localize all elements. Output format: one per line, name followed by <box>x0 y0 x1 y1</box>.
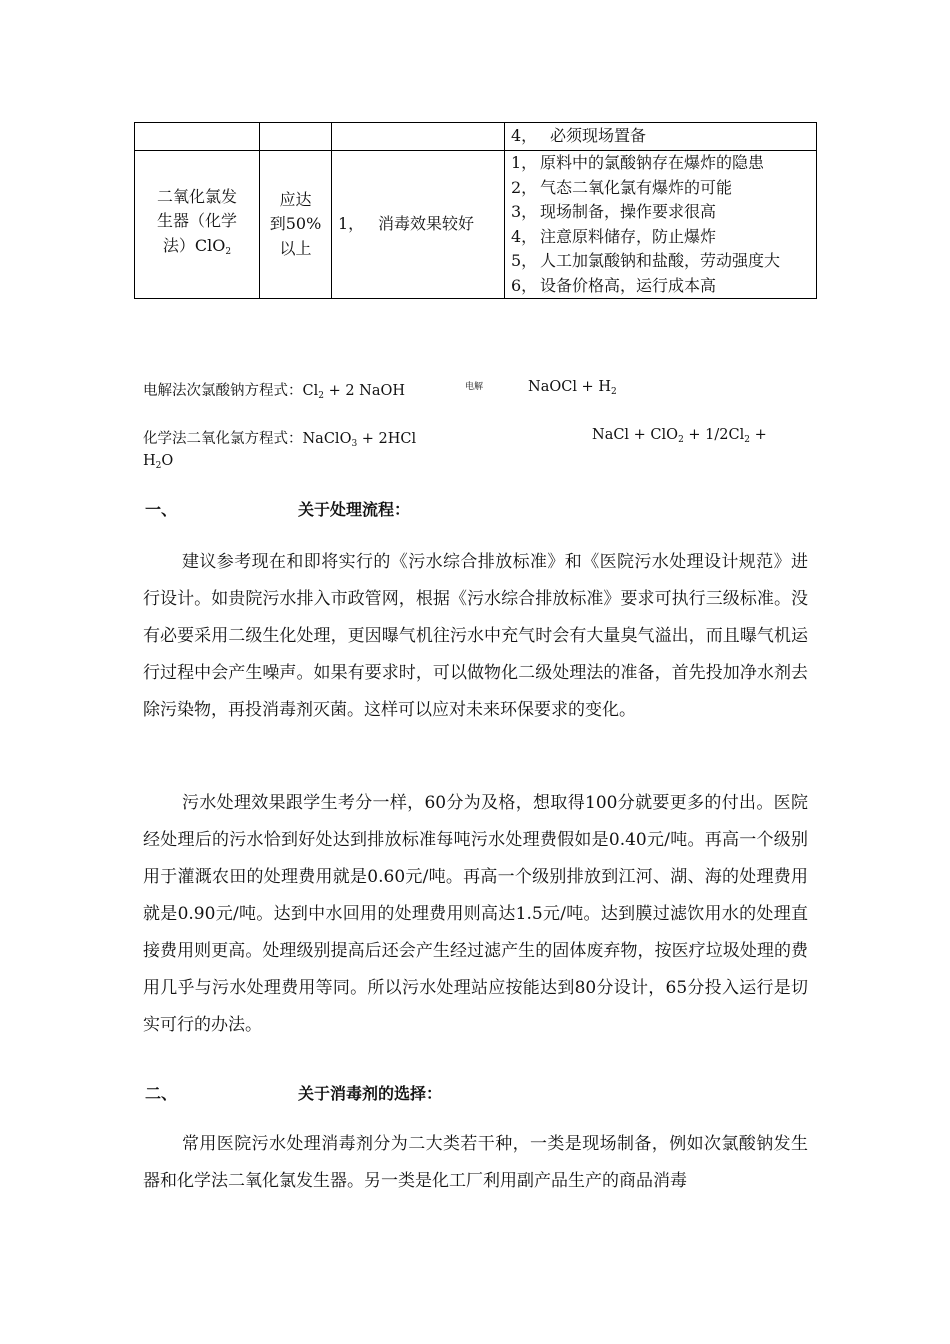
rate-cell: 应达 到50% 以上 <box>260 151 332 299</box>
paragraph: 常用医院污水处理消毒剂分为二大类若干种，一类是现场制备，例如次氯酸钠发生器和化学法二氧化氯发生器。另一类是化工厂利用副产品生产的商品消毒 <box>143 1134 808 1191</box>
chemical-products-continued: $H_2O$ <box>143 453 174 471</box>
table-row <box>135 123 817 151</box>
advantage-cell: 1， 消毒效果较好 <box>332 151 505 299</box>
device-name-cell: 二氧化氯发 生器（化学 法）ClO$_2$ <box>135 151 260 299</box>
list-item: 5， 人工加氯酸钠和盐酸，劳动强度大 <box>511 251 781 270</box>
disinfectant-comparison-table <box>134 122 817 299</box>
list-item: 4， 注意原料储存，防止爆炸 <box>511 226 717 246</box>
electrolysis-arrow-label: 电解 <box>465 382 484 392</box>
chemical-equation: 化学法二氧化氯方程式：NaClO$_3$ + 2HCl <box>143 431 417 449</box>
electrolysis-equation: 电解法次氯酸钠方程式：$Cl_2 + 2$ NaOH <box>143 383 406 401</box>
list-item: 2， 气态二氧化氯有爆炸的可能 <box>511 177 733 197</box>
list-item: 6， 设备价格高，运行成本高 <box>511 275 717 295</box>
chemical-products: NaCl + $ClO_2 + 1/2Cl_2$ + <box>592 427 767 445</box>
paragraph: 建议参考现在和即将实行的《污水综合排放标准》和《医院污水处理设计规范》进行设计。如贵院污水排入市政管网，根据《污水综合排放标准》要求可执行三级标准。没有必要采用二级生化处理，更因曝气机往污水中充气时会有大量臭气溢出，而且曝气机运行过程中会产生噪声。如果有要求时，可以做物化二级处理法的准备，首先投加净水剂去除污染物，再投消毒剂灭菌。这样可以应对未来环保要求的变化。 <box>143 552 808 720</box>
list-item: 1， 原料中的氯酸钠存在爆炸的隐患 <box>511 153 765 172</box>
table-row <box>135 151 817 299</box>
electrolysis-products: NaOCl + $H_2$ <box>528 379 617 397</box>
list-item: 4， 必须现场置备 <box>511 126 647 146</box>
list-item: 3， 现场制备，操作要求很高 <box>511 202 717 221</box>
disadvantage-cell <box>505 151 817 299</box>
paragraph: 污水处理效果跟学生考分一样，60分为及格，想取得100分就要更多的付出。医院经处理后的污水恰到好处达到排放标准每吨污水处理费假如是0.40元/吨。再高一个级别用于灌溉农田的处理费用就是0.60元/吨。再高一个级别排放到江河、湖、海的处理费用就是0.90元/吨。达到中水回用的处理费用则高达1.5元/吨。达到膜过滤饮用水的处理直接费用则更高。处理级别提高后还会产生经过滤产生的固体废弃物，按医疗垃圾处理的费用几乎与污水处理费用等同。所以污水处理站应按能达到80分设计，65分投入运行是切实可行的办法。 <box>143 793 808 1035</box>
